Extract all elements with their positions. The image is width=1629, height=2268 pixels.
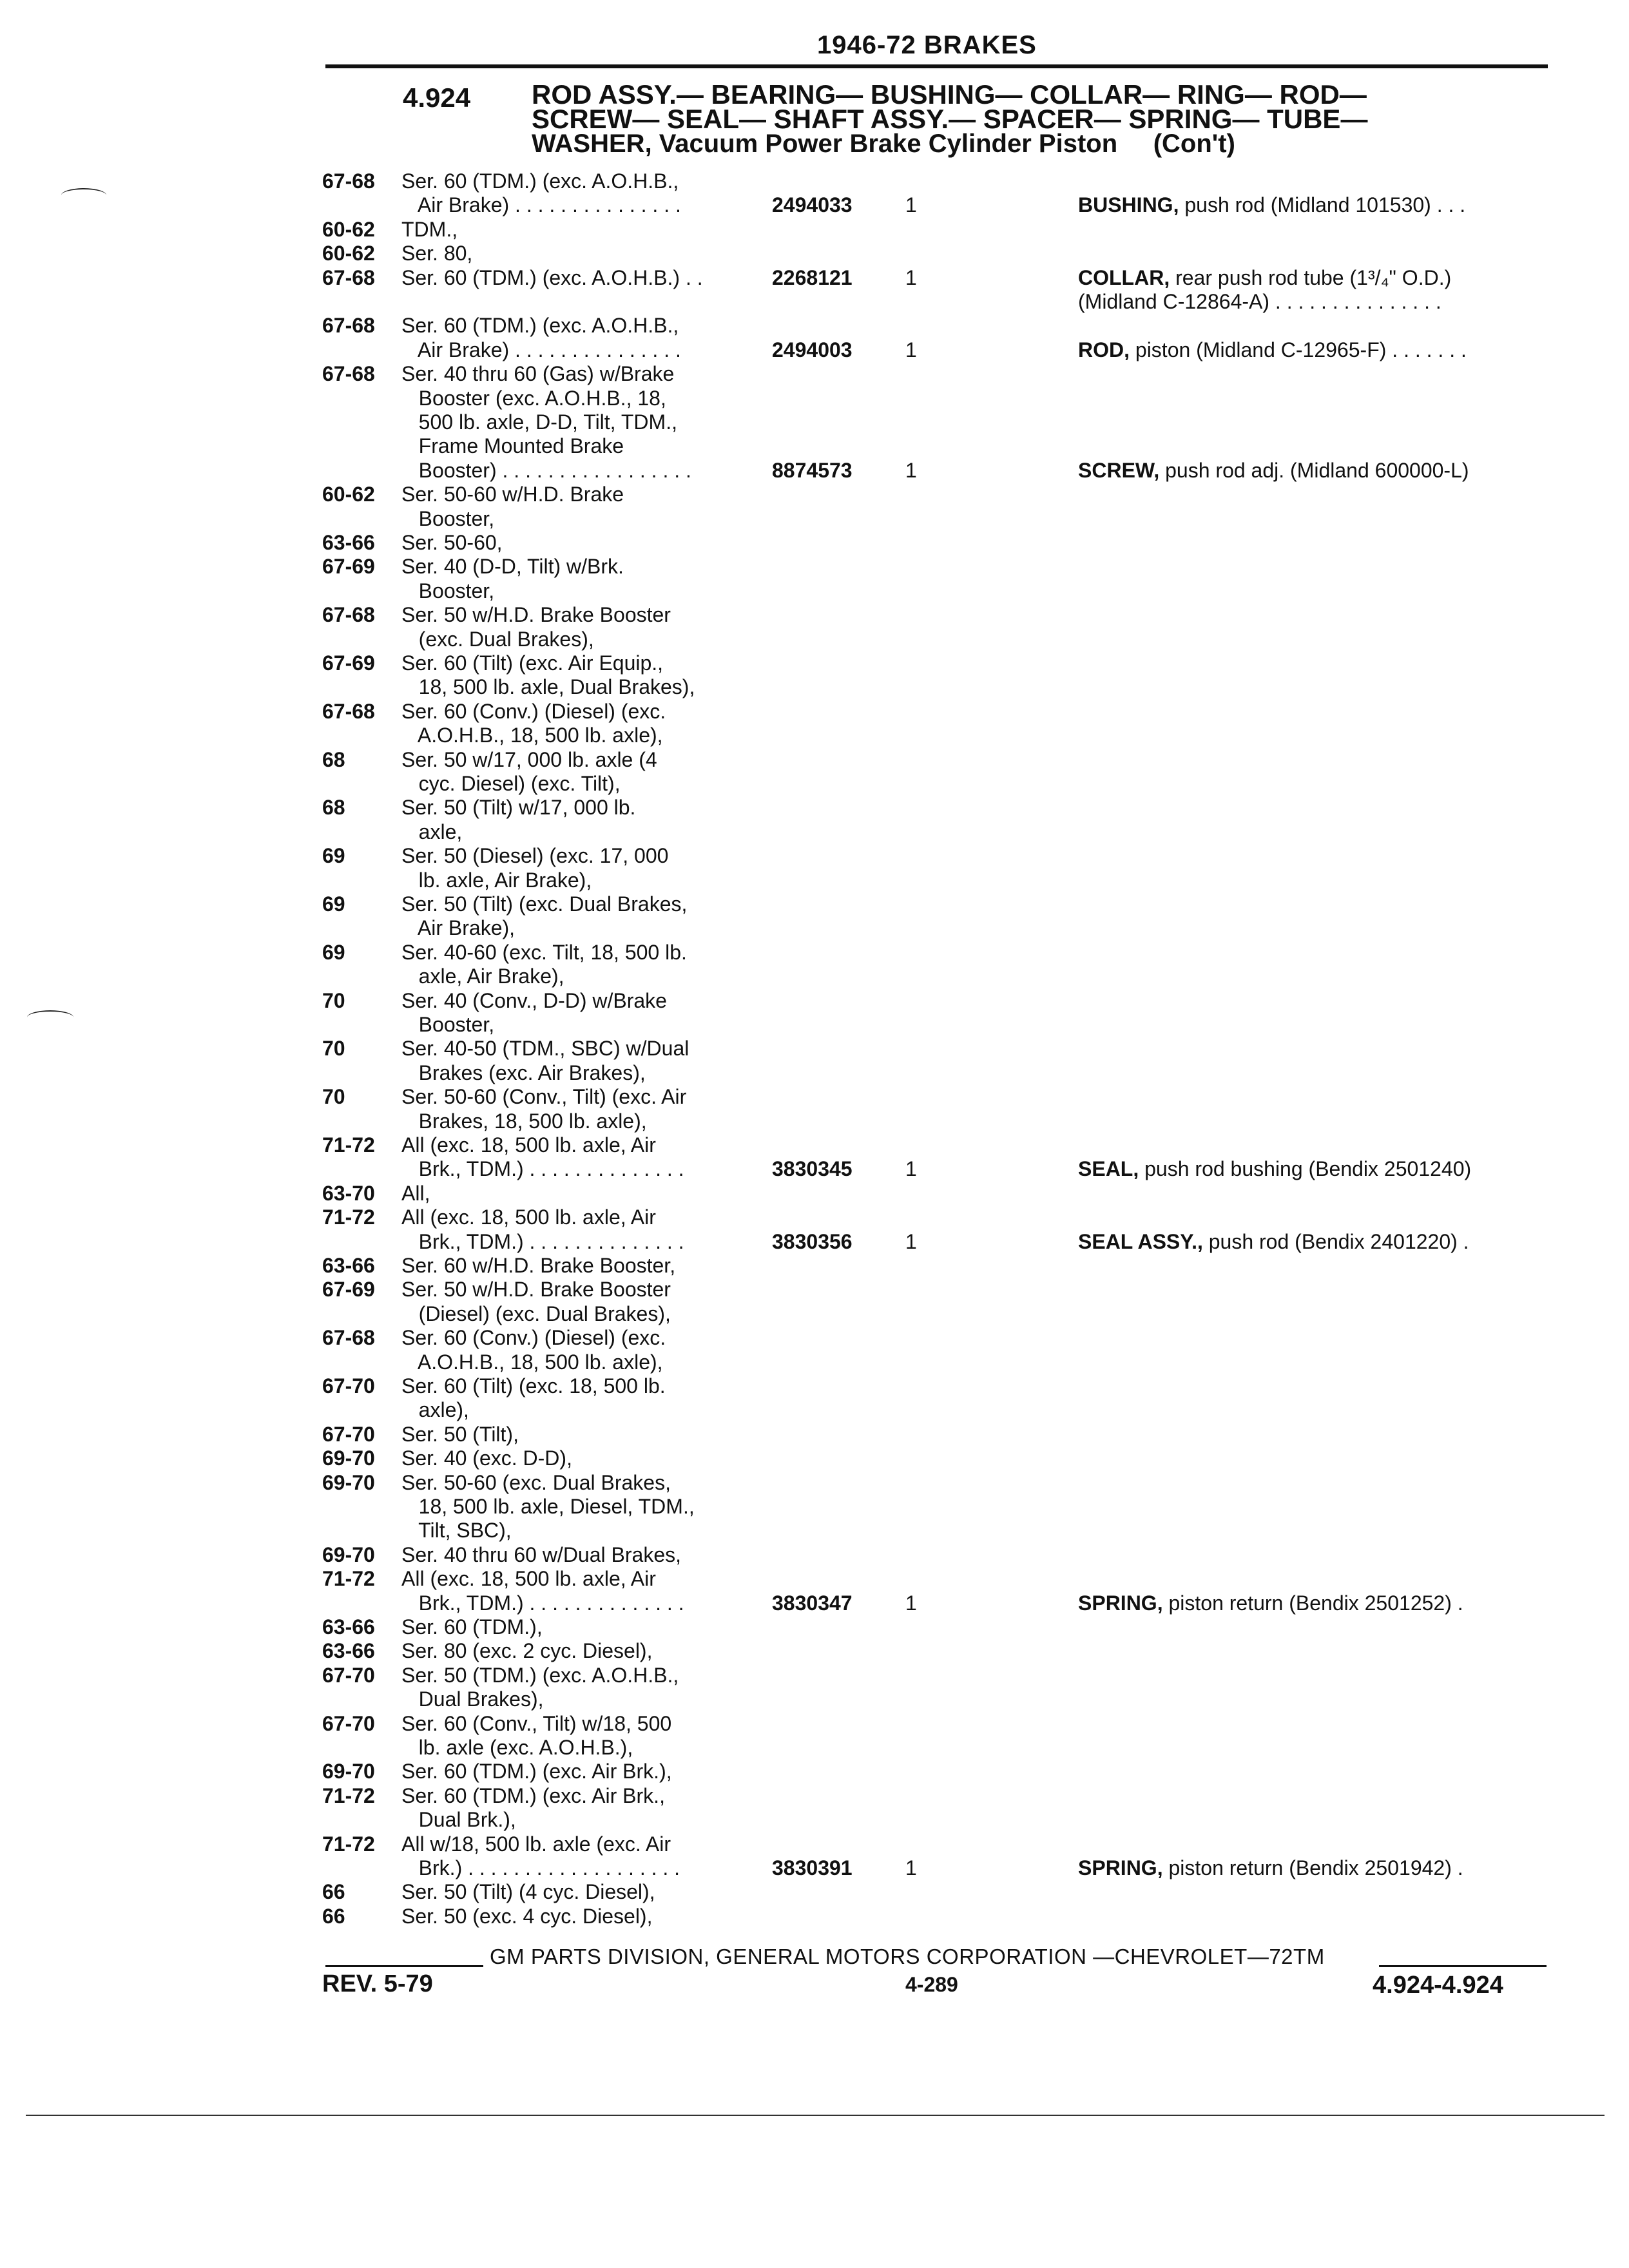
- application-text: Ser. 60 (Tilt) (exc. 18, 500 lb.: [401, 1374, 666, 1398]
- application-text: cyc. Diesel) (exc. Tilt),: [401, 772, 621, 795]
- model-years: 63-66: [322, 531, 375, 554]
- model-years: 67-69: [322, 651, 375, 675]
- application-text: Brk.) . . . . . . . . . . . . . . . . . . .: [401, 1856, 680, 1879]
- footer-rule-left: [325, 1965, 483, 1967]
- application-text: Brakes (exc. Air Brakes),: [401, 1061, 646, 1084]
- part-detail: piston return (Bendix 2501942) .: [1162, 1856, 1463, 1879]
- application-text: Ser. 40-50 (TDM., SBC) w/Dual: [401, 1037, 689, 1061]
- model-years: 69: [322, 892, 345, 916]
- part-detail: piston return (Bendix 2501252) .: [1162, 1591, 1463, 1615]
- application-text: Ser. 80 (exc. 2 cyc. Diesel),: [401, 1639, 653, 1663]
- model-years: 67-70: [322, 1422, 375, 1446]
- application-text: Ser. 60 (TDM.) (exc. A.O.H.B.) . .: [401, 265, 703, 289]
- application-text: Ser. 50-60 (exc. Dual Brakes,: [401, 1470, 671, 1494]
- model-years: 71-72: [322, 1206, 375, 1229]
- page-header-title: 1946-72 BRAKES: [817, 31, 1037, 59]
- application-text: Air Brake),: [401, 916, 516, 940]
- application-text: A.O.H.B., 18, 500 lb. axle),: [401, 1350, 663, 1374]
- application-text: Booster (exc. A.O.H.B., 18,: [401, 386, 666, 410]
- margin-mark: [27, 1010, 73, 1024]
- application-text: Booster,: [401, 579, 495, 602]
- model-years: 63-70: [322, 1181, 375, 1205]
- application-text: All (exc. 18, 500 lb. axle, Air: [401, 1567, 656, 1591]
- model-years: 67-68: [322, 603, 375, 627]
- application-text: Ser. 50 w/17, 000 lb. axle (4: [401, 747, 657, 771]
- part-detail: rear push rod tube (1³/₄" O.D.): [1170, 265, 1452, 289]
- application-text: Ser. 60 (Conv.) (Diesel) (exc.: [401, 699, 666, 723]
- model-years: 69-70: [322, 1760, 375, 1783]
- model-years: 60-62: [322, 242, 375, 265]
- application-text: Ser. 40-60 (exc. Tilt, 18, 500 lb.: [401, 940, 687, 964]
- application-text: Ser. 60 (TDM.) (exc. A.O.H.B.,: [401, 314, 679, 338]
- application-text: 18, 500 lb. axle, Diesel, TDM.,: [401, 1495, 695, 1518]
- application-text: axle, Air Brake),: [401, 965, 564, 988]
- application-text: Air Brake) . . . . . . . . . . . . . . .: [401, 193, 681, 217]
- part-number: 3830345: [772, 1157, 853, 1181]
- model-years: 69-70: [322, 1470, 375, 1494]
- model-years: 60-62: [322, 217, 375, 241]
- model-years: 70: [322, 1085, 345, 1109]
- model-years: 67-69: [322, 1278, 375, 1302]
- footer-rule-right: [1379, 1965, 1547, 1967]
- model-years: 67-68: [322, 699, 375, 723]
- model-years: 67-68: [322, 362, 375, 386]
- model-years: 63-66: [322, 1615, 375, 1639]
- part-name: BUSHING,: [1078, 193, 1179, 217]
- quantity: 1: [905, 1229, 917, 1253]
- application-text: Ser. 60 (TDM.) (exc. Air Brk.,: [401, 1783, 665, 1807]
- model-years: 67-68: [322, 314, 375, 338]
- part-detail: piston (Midland C-12965-F) . . . . . . .: [1130, 338, 1467, 361]
- model-years: 71-72: [322, 1783, 375, 1807]
- part-name: SEAL ASSY.,: [1078, 1229, 1203, 1253]
- application-text: Ser. 60 (Conv.) (Diesel) (exc.: [401, 1326, 666, 1350]
- part-name: ROD,: [1078, 338, 1130, 361]
- application-text: Brk., TDM.) . . . . . . . . . . . . . .: [401, 1591, 684, 1615]
- application-text: Ser. 60 (TDM.),: [401, 1615, 543, 1639]
- part-number: 3830356: [772, 1229, 853, 1253]
- application-text: Ser. 60 (TDM.) (exc. A.O.H.B.,: [401, 169, 679, 193]
- part-description: [1078, 1230, 1469, 1254]
- part-number: 2494033: [772, 193, 853, 217]
- model-years: 71-72: [322, 1567, 375, 1591]
- application-text: Booster) . . . . . . . . . . . . . . . . .: [401, 458, 691, 482]
- part-number: 2268121: [772, 265, 853, 289]
- quantity: 1: [905, 1591, 917, 1615]
- application-text: Ser. 60 (Conv., Tilt) w/18, 500: [401, 1711, 672, 1735]
- application-text: lb. axle (exc. A.O.H.B.),: [401, 1736, 633, 1759]
- model-years: 60-62: [322, 483, 375, 506]
- application-text: Ser. 40 (exc. D-D),: [401, 1446, 572, 1470]
- part-description: [1078, 290, 1441, 314]
- model-years: 67-68: [322, 169, 375, 193]
- section-title-line-1: ROD ASSY.— BEARING— BUSHING— COLLAR— RING— ROD—: [532, 79, 1367, 110]
- application-text: 500 lb. axle, D-D, Tilt, TDM.,: [401, 410, 677, 434]
- application-text: All,: [401, 1181, 430, 1205]
- part-detail: push rod (Midland 101530) . . .: [1179, 193, 1466, 217]
- application-text: Ser. 50-60 w/H.D. Brake: [401, 483, 624, 506]
- part-name: COLLAR,: [1078, 265, 1170, 289]
- footer-publisher: GM PARTS DIVISION, GENERAL MOTORS CORPORATION —CHEVROLET—72TM: [490, 1945, 1325, 1968]
- part-detail: (Midland C-12864-A) . . . . . . . . . . . . . . .: [1078, 290, 1441, 313]
- application-text: (Diesel) (exc. Dual Brakes),: [401, 1302, 671, 1325]
- application-text: All (exc. 18, 500 lb. axle, Air: [401, 1206, 656, 1229]
- application-text: Dual Brakes),: [401, 1687, 544, 1711]
- application-text: lb. axle, Air Brake),: [401, 868, 592, 892]
- part-detail: push rod (Bendix 2401220) .: [1202, 1229, 1469, 1253]
- section-number: 4.924: [403, 82, 471, 113]
- application-text: Ser. 40 (Conv., D-D) w/Brake: [401, 988, 667, 1012]
- application-text: All (exc. 18, 500 lb. axle, Air: [401, 1133, 656, 1157]
- application-text: Ser. 50 w/H.D. Brake Booster: [401, 1278, 671, 1302]
- application-text: (exc. Dual Brakes),: [401, 627, 594, 651]
- model-years: 71-72: [322, 1832, 375, 1856]
- part-number: 3830391: [772, 1856, 853, 1879]
- model-years: 69: [322, 940, 345, 964]
- part-number: 8874573: [772, 458, 853, 482]
- application-text: Brk., TDM.) . . . . . . . . . . . . . .: [401, 1157, 684, 1181]
- application-text: Ser. 40 (D-D, Tilt) w/Brk.: [401, 555, 624, 579]
- quantity: 1: [905, 265, 917, 289]
- model-years: 70: [322, 1037, 345, 1061]
- quantity: 1: [905, 1856, 917, 1879]
- application-text: Booster,: [401, 506, 495, 530]
- scan-edge-line: [26, 2115, 1605, 2116]
- application-text: Ser. 60 (Tilt) (exc. Air Equip.,: [401, 651, 664, 675]
- application-text: Ser. 50-60 (Conv., Tilt) (exc. Air: [401, 1085, 687, 1109]
- part-description: [1078, 266, 1451, 290]
- application-text: A.O.H.B., 18, 500 lb. axle),: [401, 724, 663, 747]
- application-text: Brk., TDM.) . . . . . . . . . . . . . .: [401, 1229, 684, 1253]
- application-text: Ser. 50 (Tilt),: [401, 1422, 519, 1446]
- model-years: 69-70: [322, 1542, 375, 1566]
- application-text: Ser. 50 (Tilt) (exc. Dual Brakes,: [401, 892, 688, 916]
- part-number: 2494003: [772, 338, 853, 361]
- model-years: 67-68: [322, 1326, 375, 1350]
- application-text: axle,: [401, 820, 463, 843]
- section-range: 4.924-4.924: [1373, 1972, 1503, 1999]
- part-description: [1078, 1856, 1463, 1880]
- application-text: Ser. 60 (TDM.) (exc. Air Brk.),: [401, 1760, 672, 1783]
- model-years: 67-70: [322, 1663, 375, 1687]
- model-years: 67-68: [322, 265, 375, 289]
- application-text: Ser. 50 (Tilt) w/17, 000 lb.: [401, 796, 636, 820]
- model-years: 68: [322, 747, 345, 771]
- section-title-line-3: WASHER, Vacuum Power Brake Cylinder Piston (Con't): [532, 130, 1235, 158]
- application-text: Tilt, SBC),: [401, 1519, 512, 1542]
- quantity: 1: [905, 193, 917, 217]
- part-name: SPRING,: [1078, 1591, 1163, 1615]
- quantity: 1: [905, 338, 917, 361]
- part-name: SEAL,: [1078, 1157, 1139, 1181]
- part-detail: push rod bushing (Bendix 2501240): [1139, 1157, 1472, 1181]
- application-text: Brakes, 18, 500 lb. axle),: [401, 1109, 647, 1133]
- application-text: Ser. 50-60,: [401, 531, 503, 554]
- application-text: axle),: [401, 1398, 469, 1422]
- application-text: All w/18, 500 lb. axle (exc. Air: [401, 1832, 671, 1856]
- application-text: Ser. 60 w/H.D. Brake Booster,: [401, 1254, 676, 1277]
- application-text: Ser. 50 w/H.D. Brake Booster: [401, 603, 671, 627]
- section-title-line-2: SCREW— SEAL— SHAFT ASSY.— SPACER— SPRING— TUBE—: [532, 104, 1368, 134]
- part-description: [1078, 193, 1465, 217]
- model-years: 69-70: [322, 1446, 375, 1470]
- application-text: Ser. 50 (Diesel) (exc. 17, 000: [401, 844, 669, 868]
- application-text: Ser. 80,: [401, 242, 473, 265]
- part-number: 3830347: [772, 1591, 853, 1615]
- model-years: 68: [322, 796, 345, 820]
- part-description: [1078, 1591, 1463, 1615]
- model-years: 67-69: [322, 555, 375, 579]
- model-years: 70: [322, 988, 345, 1012]
- part-description: [1078, 459, 1469, 483]
- margin-mark: [61, 188, 106, 202]
- application-text: Ser. 50 (TDM.) (exc. A.O.H.B.,: [401, 1663, 679, 1687]
- application-text: Frame Mounted Brake: [401, 434, 624, 458]
- model-years: 66: [322, 1880, 345, 1904]
- application-text: Ser. 50 (Tilt) (4 cyc. Diesel),: [401, 1880, 655, 1904]
- part-name: SPRING,: [1078, 1856, 1163, 1879]
- application-text: Booster,: [401, 1013, 495, 1036]
- model-years: 63-66: [322, 1639, 375, 1663]
- page-number: 4-289: [905, 1973, 958, 1996]
- revision-label: REV. 5-79: [322, 1970, 433, 1997]
- quantity: 1: [905, 1157, 917, 1181]
- model-years: 67-70: [322, 1711, 375, 1735]
- application-text: Ser. 40 thru 60 (Gas) w/Brake: [401, 362, 675, 386]
- application-text: 18, 500 lb. axle, Dual Brakes),: [401, 675, 695, 699]
- part-name: SCREW,: [1078, 458, 1160, 482]
- model-years: 66: [322, 1904, 345, 1928]
- application-text: TDM.,: [401, 217, 458, 241]
- model-years: 69: [322, 844, 345, 868]
- quantity: 1: [905, 458, 917, 482]
- part-detail: push rod adj. (Midland 600000-L): [1159, 458, 1469, 482]
- model-years: 67-70: [322, 1374, 375, 1398]
- part-description: [1078, 338, 1467, 362]
- model-years: 71-72: [322, 1133, 375, 1157]
- application-text: Dual Brk.),: [401, 1808, 516, 1832]
- part-description: [1078, 1157, 1471, 1181]
- application-text: Ser. 40 thru 60 w/Dual Brakes,: [401, 1542, 681, 1566]
- application-text: Ser. 50 (exc. 4 cyc. Diesel),: [401, 1904, 653, 1928]
- model-years: 63-66: [322, 1254, 375, 1277]
- application-text: Air Brake) . . . . . . . . . . . . . . .: [401, 338, 681, 361]
